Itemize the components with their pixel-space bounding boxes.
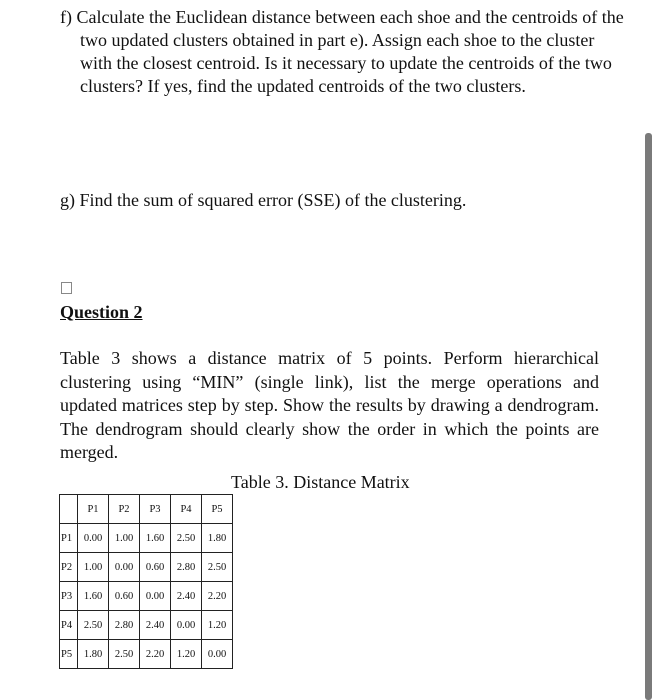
table-cell: 0.00 bbox=[109, 553, 140, 582]
table-cell: 0.60 bbox=[140, 553, 171, 582]
table-cell: 1.80 bbox=[202, 524, 233, 553]
vertical-scrollbar[interactable] bbox=[645, 133, 652, 700]
table-cell: 1.00 bbox=[78, 553, 109, 582]
table-cell: 1.20 bbox=[202, 611, 233, 640]
table-cell: 2.20 bbox=[202, 582, 233, 611]
table-cell: 2.50 bbox=[171, 524, 202, 553]
table-row bbox=[60, 611, 233, 640]
table-cell: 0.00 bbox=[202, 640, 233, 669]
row-header: P1 bbox=[60, 524, 78, 553]
table-cell: 1.80 bbox=[78, 640, 109, 669]
row-header: P2 bbox=[60, 553, 78, 582]
row-header: P4 bbox=[60, 611, 78, 640]
table-cell: 2.50 bbox=[109, 640, 140, 669]
column-header: P2 bbox=[109, 495, 140, 524]
part-g-text: g) Find the sum of squared error (SSE) of the clustering. bbox=[60, 190, 467, 210]
column-header: P1 bbox=[78, 495, 109, 524]
part-f-text bbox=[60, 6, 625, 98]
column-header: P4 bbox=[171, 495, 202, 524]
row-header: P5 bbox=[60, 640, 78, 669]
question-2-body: Table 3 shows a distance matrix of 5 points. Perform hierarchical clustering using “MIN” (single link), list the merge operations and updated matrices step by step. Show the results by drawing a dendrogram. The dendrogram should clearly show the order in which the points are merged. bbox=[60, 348, 599, 462]
table-row bbox=[60, 640, 233, 669]
part-f-label: f) bbox=[60, 7, 72, 27]
column-header: P3 bbox=[140, 495, 171, 524]
table-corner-cell bbox=[60, 495, 78, 524]
table-row bbox=[60, 524, 233, 553]
table-cell: 2.80 bbox=[171, 553, 202, 582]
table-cell: 1.00 bbox=[109, 524, 140, 553]
table-cell: 0.00 bbox=[78, 524, 109, 553]
table-caption: Table 3. Distance Matrix bbox=[231, 472, 410, 492]
table-cell: 0.00 bbox=[140, 582, 171, 611]
table-cell: 2.50 bbox=[202, 553, 233, 582]
table-cell: 2.80 bbox=[109, 611, 140, 640]
table-cell: 2.50 bbox=[78, 611, 109, 640]
table-header-row bbox=[60, 495, 233, 524]
part-f-body: Calculate the Euclidean distance between each shoe and the centroids of the two updated clusters obtained in part e). Assign each shoe to the cluster with the closest centroid. Is it necessary to update the centroids of the two clusters? If yes, find the updated centroids of the two clusters. bbox=[76, 7, 624, 96]
table-cell: 2.40 bbox=[171, 582, 202, 611]
table-row bbox=[60, 553, 233, 582]
table-cell: 1.60 bbox=[140, 524, 171, 553]
table-cell: 0.00 bbox=[171, 611, 202, 640]
table-cell: 0.60 bbox=[109, 582, 140, 611]
checkbox-icon[interactable] bbox=[61, 282, 72, 294]
column-header: P5 bbox=[202, 495, 233, 524]
question-2-title: Question 2 bbox=[60, 302, 143, 322]
row-header: P3 bbox=[60, 582, 78, 611]
table-cell: 1.20 bbox=[171, 640, 202, 669]
table-cell: 1.60 bbox=[78, 582, 109, 611]
table-cell: 2.20 bbox=[140, 640, 171, 669]
table-row bbox=[60, 582, 233, 611]
distance-matrix-table bbox=[59, 494, 233, 669]
table-cell: 2.40 bbox=[140, 611, 171, 640]
